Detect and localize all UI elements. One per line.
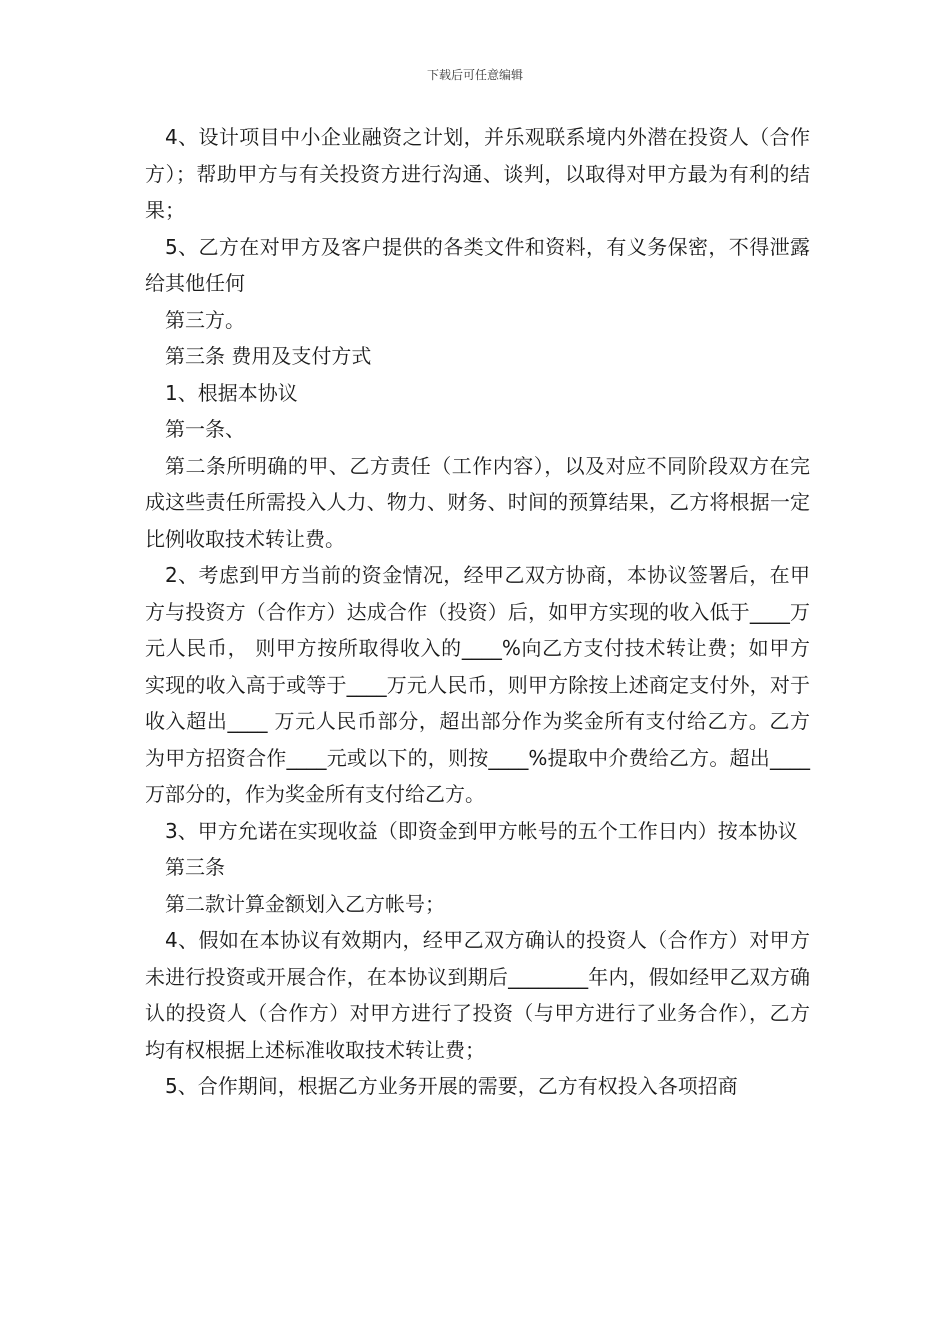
paragraph: 5、乙方在对甲方及客户提供的各类文件和资料，有义务保密，不得泄露给其他任何 — [145, 234, 810, 295]
paragraph: 第二款计算金额划入乙方帐号； — [165, 891, 445, 916]
paragraph: 第三条 — [165, 855, 225, 879]
paragraph: 4、设计项目中小企业融资之计划，并乐观联系境内外潜在投资人（合作方）；帮助甲方与有关投资方进行沟通、谈判，以取得对甲方最为有利的结果； — [145, 125, 810, 222]
section-heading: 第三条 费用及支付方式 — [165, 344, 372, 368]
document-body — [145, 119, 810, 1105]
paragraph: 5、合作期间，根据乙方业务开展的需要，乙方有权投入各项招商 — [165, 1074, 738, 1098]
paragraph: 3、甲方允诺在实现收益（即资金到甲方帐号的五个工作日内）按本协议 — [165, 818, 798, 843]
page-header: 下载后可任意编辑 — [426, 68, 523, 82]
paragraph: 第一条、 — [165, 417, 245, 441]
paragraph: 第三方。 — [165, 307, 245, 332]
paragraph: 4、假如在本协议有效期内，经甲乙双方确认的投资人（合作方）对甲方未进行投资或开展合作，在本协议到期后________年内，假如经甲乙双方确认的投资人（合作方）对甲方进行了投资（与甲方进行了业务合作），乙方均有权根据上述标准收取技术转让费； — [145, 928, 810, 1062]
paragraph: 2、考虑到甲方当前的资金情况，经甲乙双方协商，本协议签署后，在甲方与投资方（合作方）达成合作（投资）后，如甲方实现的收入低于____万元人民币， 则甲方按所取得收入的____%向乙方支付技术转让费；如甲方实现的收入高于或等于____万元人民币，则甲方除按上述商定支付外，对于收入超出____ 万元人民币部分，超出部分作为奖金所有支付给乙方。乙方为甲方招资合作____元或以下的，则按____%提取中介费给乙方。超出____万部分的，作为奖金所有支付给乙方。 — [145, 563, 810, 806]
paragraph: 1、根据本协议 — [165, 380, 298, 405]
paragraph: 第二条所明确的甲、乙方责任（工作内容），以及对应不同阶段双方在完成这些责任所需投入人力、物力、财务、时间的预算结果，乙方将根据一定比例收取技术转让费。 — [145, 453, 810, 551]
